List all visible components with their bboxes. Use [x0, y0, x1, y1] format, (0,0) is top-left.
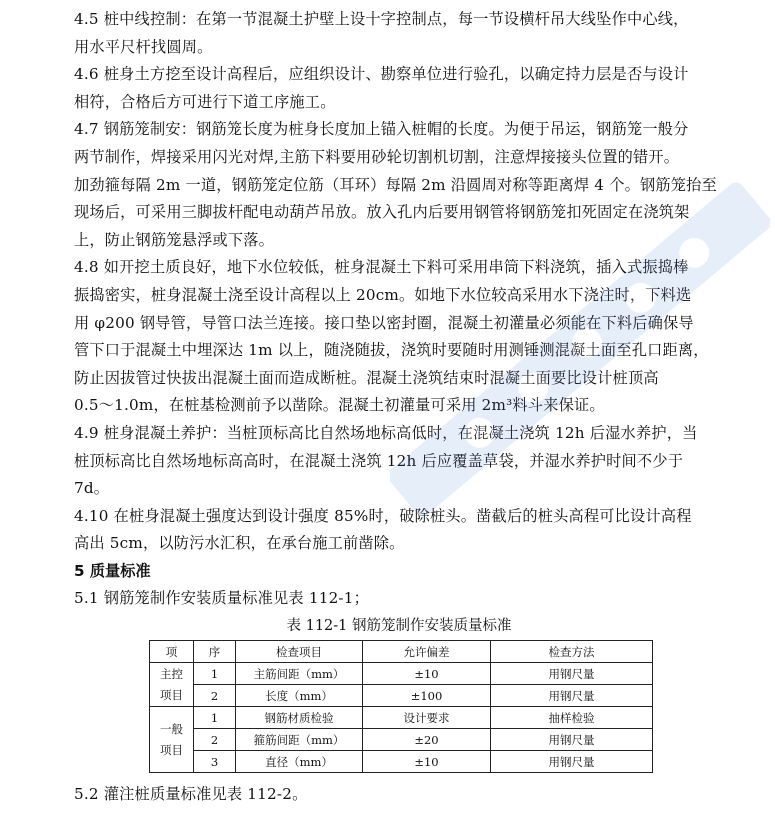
table-cell: 钢筋材质检验: [236, 707, 363, 729]
table-cell: 2: [194, 685, 236, 707]
text-line: 上，防止钢筋笼悬浮或下落。: [74, 230, 275, 249]
table-cell: 用钢尺量: [491, 751, 653, 773]
table-cell: 长度（mm）: [236, 685, 363, 707]
table-row: [150, 663, 653, 685]
text-line: 用 φ200 钢导管，导管口法兰连接。接口垫以密封圈，混凝土初灌量必须能在下料后确保导: [74, 313, 694, 332]
text-line: 管下口于混凝土中埋深达 1m 以上，随浇随拔，浇筑时要随时用测锤测混凝土面至孔口距离，: [74, 341, 709, 360]
header-cell: 允许偏差: [363, 641, 491, 663]
table-row: [150, 729, 653, 751]
group-label-cell: [150, 707, 194, 773]
header-cell: 序: [194, 641, 236, 663]
document-page: [74, 6, 724, 809]
table-cell: ±10: [363, 751, 491, 773]
table-header-row: [150, 641, 653, 663]
table-cell: 抽样检验: [491, 707, 653, 729]
table-cell: 2: [194, 729, 236, 751]
table-cell: 主筋间距（mm）: [236, 663, 363, 685]
table-cell: ±100: [363, 685, 491, 707]
table-row: [150, 707, 653, 729]
para-4-6: [74, 61, 724, 116]
text-line: 7d。: [74, 479, 110, 498]
text-line: 振捣密实，桩身混凝土浇至设计高程以上 20cm。如地下水位较高采用水下浇注时，下料选: [74, 285, 692, 304]
table-row: [150, 751, 653, 773]
table-cell: 1: [194, 707, 236, 729]
text-line: 0.5～1.0m，在桩基检测前予以凿除。混凝土初灌量可采用 2m³料斗来保证。: [74, 396, 605, 415]
table-cell: 设计要求: [363, 707, 491, 729]
para-4-8: [74, 254, 724, 420]
text-line: 现场后，可采用三脚拔杆配电动葫芦吊放。放入孔内后要用钢管将钢筋笼扣死固定在浇筑架: [74, 203, 690, 222]
text-line: 4.8 如开挖土质良好，地下水位较低，桩身混凝土下料可采用串筒下料浇筑，插入式振捣棒: [74, 258, 689, 277]
text-line: 4.7 钢筋笼制安：钢筋笼长度为桩身长度加上锚入桩帽的长度。为便于吊运，钢筋笼一般分: [74, 120, 689, 139]
group-label-bottom: 项目: [160, 687, 183, 702]
table-cell: 箍筋间距（mm）: [236, 729, 363, 751]
text-line: 4.6 桩身土方挖至设计高程后，应组织设计、勘察单位进行验孔，以确定持力层是否与设计: [74, 65, 689, 84]
text-line: 4.9 桩身混凝土养护：当桩顶标高比自然场地标高低时，在混凝土浇筑 12h 后湿水养护，当: [74, 423, 698, 442]
table-row: [150, 685, 653, 707]
text-line: 防止因拔管过快拔出混凝土面而造成断桩。混凝土浇筑结束时混凝土面要比设计桩顶高: [74, 368, 659, 387]
header-cell: 检查方法: [491, 641, 653, 663]
group-label-top: 主控: [160, 666, 183, 681]
table-cell: 用钢尺量: [491, 663, 653, 685]
text-line: 用水平尺杆找圆周。: [74, 37, 213, 56]
quality-standard-table: [149, 640, 653, 773]
table-cell: 3: [194, 751, 236, 773]
para-5-2: 5.2 灌注桩质量标准见表 112-2。: [74, 785, 308, 804]
table-cell: ±10: [363, 663, 491, 685]
text-line: 桩顶标高比自然场地标高高时，在混凝土浇筑 12h 后应覆盖草袋，并湿水养护时间不少于: [74, 451, 684, 470]
table-cell: 直径（mm）: [236, 751, 363, 773]
group-label-bottom: 项目: [160, 742, 183, 757]
para-4-7: [74, 116, 724, 254]
group-label-top: 一般: [160, 721, 183, 736]
table-cell: 用钢尺量: [491, 729, 653, 751]
text-line: 加劲箍每隔 2m 一道，钢筋笼定位筋（耳环）每隔 2m 沿圆周对称等距离焊 4 个。钢筋笼抬至: [74, 175, 717, 194]
text-line: 4.10 在桩身混凝土强度达到设计强度 85%时，破除桩头。凿截后的桩头高程可比设计高程: [74, 506, 692, 525]
header-cell: 项: [150, 641, 194, 663]
table-cell: 1: [194, 663, 236, 685]
section-heading: 5 质量标准: [74, 561, 151, 580]
table-cell: ±20: [363, 729, 491, 751]
para-4-5: [74, 6, 724, 61]
text-line: 4.5 桩中线控制：在第一节混凝土护壁上设十字控制点，每一节设横杆吊大线坠作中心线，: [74, 10, 689, 28]
header-cell: 检查项目: [236, 641, 363, 663]
table-cell: 用钢尺量: [491, 685, 653, 707]
text-line: 相符，合格后方可进行下道工序施工。: [74, 92, 336, 111]
table-caption: 表 112-1 钢筋笼制作安装质量标准: [286, 618, 512, 635]
para-5-1: 5.1 钢筋笼制作安装质量标准见表 112-1；: [74, 589, 370, 608]
para-4-10: [74, 503, 724, 558]
text-line: 两节制作，焊接采用闪光对焊,主筋下料要用砂轮切割机切割，注意焊接接头位置的错开。: [74, 147, 680, 166]
para-4-9: [74, 420, 724, 503]
group-label-cell: [150, 663, 194, 707]
text-line: 高出 5cm，以防污水汇积，在承台施工前凿除。: [74, 534, 405, 553]
